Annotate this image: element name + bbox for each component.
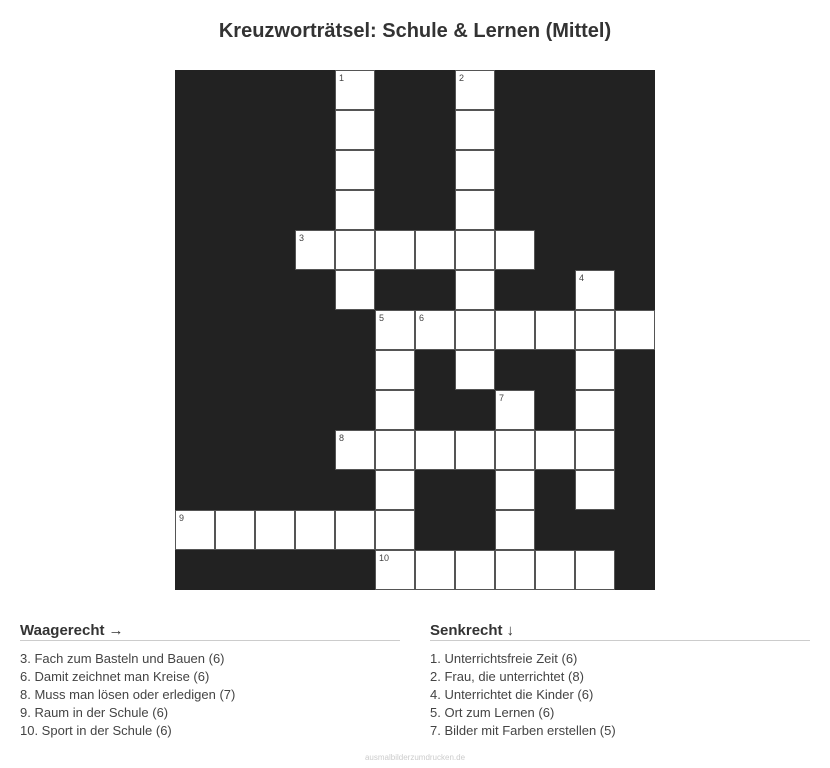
clue-number: 8 xyxy=(339,433,345,443)
grid-cell[interactable] xyxy=(375,470,415,510)
grid-cell[interactable] xyxy=(335,110,375,150)
grid-cell[interactable] xyxy=(495,310,535,350)
grid-cell[interactable] xyxy=(255,510,295,550)
grid-cell[interactable] xyxy=(575,310,615,350)
grid-cell[interactable] xyxy=(575,350,615,390)
grid-cell[interactable] xyxy=(535,310,575,350)
grid-cell[interactable] xyxy=(455,430,495,470)
grid-cell[interactable] xyxy=(375,510,415,550)
grid-cell[interactable] xyxy=(215,510,255,550)
grid-cell[interactable] xyxy=(455,110,495,150)
grid-cell[interactable] xyxy=(335,270,375,310)
grid-cell[interactable] xyxy=(375,430,415,470)
clue-number: 10 xyxy=(379,553,390,563)
grid-cell[interactable] xyxy=(455,350,495,390)
grid-cell[interactable] xyxy=(455,190,495,230)
across-heading-label: Waagerecht xyxy=(20,622,105,639)
clue-number: 5 xyxy=(379,313,385,323)
across-heading xyxy=(20,622,400,641)
grid-cell[interactable] xyxy=(575,550,615,590)
grid-cell[interactable] xyxy=(375,230,415,270)
grid-cell[interactable] xyxy=(535,550,575,590)
grid-cell[interactable] xyxy=(415,550,455,590)
clue-down: 4. Unterrichtet die Kinder (6) xyxy=(430,687,594,702)
grid-cell[interactable] xyxy=(495,550,535,590)
grid-cell[interactable] xyxy=(575,270,615,310)
clue-across: 9. Raum in der Schule (6) xyxy=(20,705,169,720)
grid-cell[interactable] xyxy=(455,150,495,190)
across-clues xyxy=(20,622,400,740)
clue-across: 8. Muss man lösen oder erledigen (7) xyxy=(20,687,236,702)
grid-cell[interactable] xyxy=(455,70,495,110)
grid-cell[interactable] xyxy=(375,550,415,590)
clue-number: 3 xyxy=(299,233,305,243)
clue-across: 10. Sport in der Schule (6) xyxy=(20,723,172,738)
grid-cell[interactable] xyxy=(455,310,495,350)
grid-cell[interactable] xyxy=(295,230,335,270)
grid-cell[interactable] xyxy=(335,230,375,270)
footer-credit: ausmalbilderzumdrucken.de xyxy=(364,753,466,762)
clue-across: 3. Fach zum Basteln und Bauen (6) xyxy=(20,651,225,666)
down-heading xyxy=(430,622,810,641)
down-clues xyxy=(430,622,810,740)
grid-cell[interactable] xyxy=(615,310,655,350)
grid-cell[interactable] xyxy=(455,270,495,310)
grid-cell[interactable] xyxy=(335,150,375,190)
down-heading-label: Senkrecht xyxy=(430,622,503,639)
grid-cell[interactable] xyxy=(375,350,415,390)
grid-cell[interactable] xyxy=(495,390,535,430)
grid-cell[interactable] xyxy=(295,510,335,550)
clue-number: 2 xyxy=(459,73,465,83)
grid-cell[interactable] xyxy=(495,230,535,270)
grid-cell[interactable] xyxy=(575,430,615,470)
grid-cell[interactable] xyxy=(375,310,415,350)
clue-number: 9 xyxy=(179,513,185,523)
grid-cell[interactable] xyxy=(415,230,455,270)
grid-cell[interactable] xyxy=(455,230,495,270)
grid-cell[interactable] xyxy=(455,550,495,590)
clue-across: 6. Damit zeichnet man Kreise (6) xyxy=(20,669,210,684)
clue-down: 2. Frau, die unterrichtet (8) xyxy=(430,669,584,684)
grid-cell[interactable] xyxy=(335,190,375,230)
clue-down: 5. Ort zum Lernen (6) xyxy=(430,705,555,720)
grid-cell[interactable] xyxy=(335,430,375,470)
grid-cell[interactable] xyxy=(415,430,455,470)
grid-cell[interactable] xyxy=(175,510,215,550)
grid-cell[interactable] xyxy=(335,70,375,110)
page-title: Kreuzworträtsel: Schule & Lernen (Mittel) xyxy=(218,20,612,42)
down-arrow-icon: ↓ xyxy=(506,622,515,639)
right-arrow-icon: → xyxy=(108,622,124,639)
grid-cell[interactable] xyxy=(495,430,535,470)
clue-down: 7. Bilder mit Farben erstellen (5) xyxy=(430,723,616,738)
grid-cell[interactable] xyxy=(495,470,535,510)
clue-down: 1. Unterrichtsfreie Zeit (6) xyxy=(430,651,578,666)
clue-number: 4 xyxy=(579,273,585,283)
grid-cell[interactable] xyxy=(535,430,575,470)
grid-cell[interactable] xyxy=(335,510,375,550)
grid-cell[interactable] xyxy=(575,470,615,510)
grid-cell[interactable] xyxy=(575,390,615,430)
crossword-grid xyxy=(175,70,655,590)
grid-cell[interactable] xyxy=(415,310,455,350)
grid-cell[interactable] xyxy=(375,390,415,430)
grid-cell[interactable] xyxy=(495,510,535,550)
clue-number: 7 xyxy=(499,393,505,403)
clue-number: 1 xyxy=(339,73,345,83)
clue-number: 6 xyxy=(419,313,425,323)
